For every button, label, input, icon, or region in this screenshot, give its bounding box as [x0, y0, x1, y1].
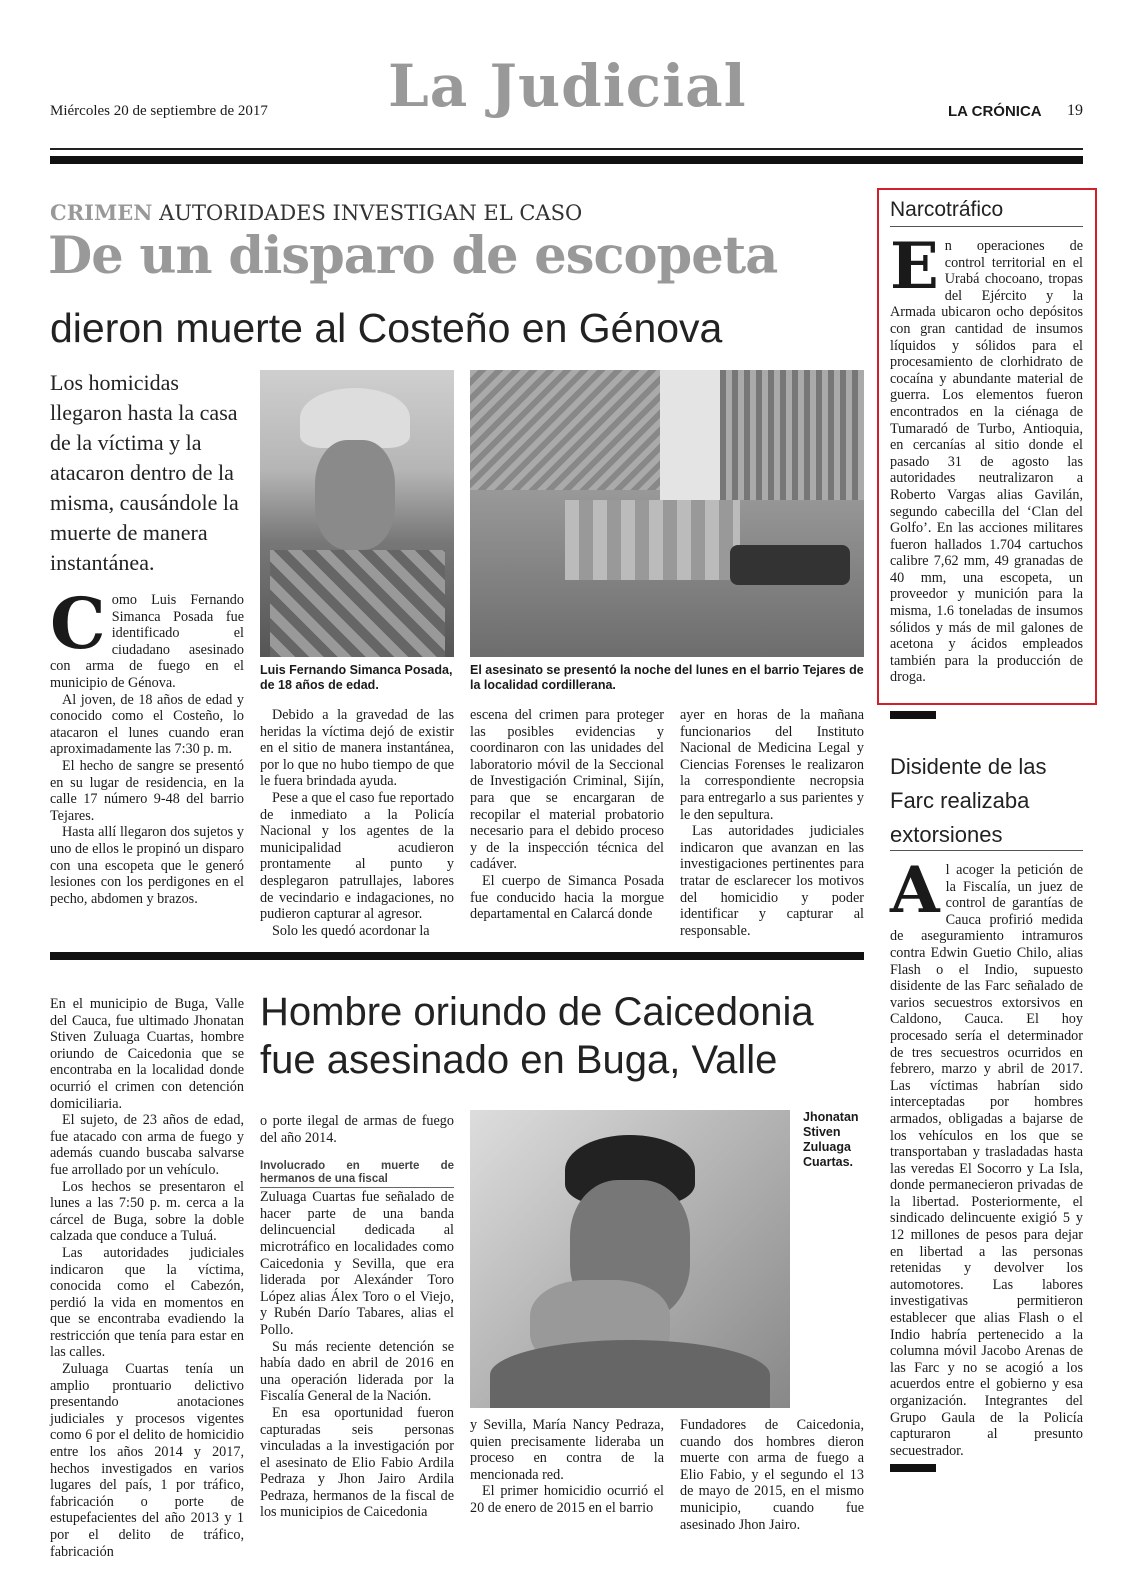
paragraph: En esa oportunidad fueron capturadas seis personas vinculadas a la investigación por el asesinato de Elio Fabio Ardila Pedraza y Jhon Jairo Ardila Pedraza, hermanos de la fiscal de los municipios de Caicedonia — [260, 1404, 454, 1521]
caption-jhonatan: Jhonatan Stiven Zuluaga Cuartas. — [803, 1110, 859, 1169]
kicker-text: AUTORIDADES INVESTIGAN EL CASO — [159, 201, 583, 225]
pixelated-body — [565, 500, 740, 580]
shoulder-shape — [490, 1340, 770, 1408]
paragraph: Las autoridades judiciales indicaron que la víctima, conocida como el Cabezón, perdió la vida en momentos en que se encontraba evadiendo la restricción que tenía para estar en las calles. — [50, 1244, 244, 1361]
main-headline: De un disparo de escopeta — [48, 226, 778, 286]
buga-headline-line1: Hombre oriundo de Caicedonia — [260, 990, 814, 1034]
paragraph: ayer en horas de la mañana funcionarios del Instituto Nacional de Medicina Legal y Ciencias Forenses le realizaron la correspondiente necropsia para entregarlo a sus parientes y le den sepultura. — [680, 707, 864, 823]
face-shape — [315, 440, 395, 550]
paragraph: Debido a la gravedad de las heridas la víctima dejó de existir en el sitio de manera instantánea, por lo que no hubo tiempo de que le fuera brindada ayuda. — [260, 707, 454, 790]
newspaper-name: LA CRÓNICA — [948, 103, 1042, 120]
main-column-3 — [470, 707, 664, 923]
cap-shape — [300, 388, 410, 448]
narco-end-bar — [890, 711, 936, 719]
paragraph: o porte ilegal de armas de fuego del año 2014. — [260, 1113, 454, 1146]
victim-portrait-photo — [260, 370, 454, 657]
paragraph: Su más reciente detención se había dado en abril de 2016 en una operación liderada por la Fiscalía General de la Nación. — [260, 1338, 454, 1405]
curtain — [720, 370, 864, 500]
paragraph: n operaciones de control territorial en el Urabá chocoano, tropas del Ejército y la Armada ubicaron ocho depósitos con gran cantidad de insumos líquidos y sólidos para el procesamiento de clorhidrato de cocaína y abundante material de guerra. Los elementos fueron encontrados en la ciénaga de Tumaradó de Turbo, Antioquia, en cercanías al sitio donde el pasado 31 de agosto las autoridades neutralizaron a Roberto Vargas alias Gavilán, segundo cabecilla del ‘Clan del Golfo’. En las acciones militares fueron hallados 1.704 cartuchos calibre 7,62 mm, 49 granadas de 40 mm, una escopeta, un proveedor y munición para la misma, 1.6 toneladas de insumos sólidos y más de mil galones de acetona y ácidos empleados también para la producción de droga. — [890, 238, 1083, 686]
issue-date: Miércoles 20 de septiembre de 2017 — [50, 103, 268, 119]
legs — [730, 545, 850, 585]
farc-end-bar — [890, 1464, 936, 1472]
farc-body — [890, 853, 1083, 1459]
narco-title: Narcotráfico — [890, 198, 1004, 221]
paragraph: Hasta allí llegaron dos sujetos y uno de ellos le propinó un disparo con una escopeta que le generó lesiones con los perdigones en el pecho, abdomen y brazos. — [50, 824, 244, 907]
buga-column-2 — [260, 1113, 454, 1521]
paragraph: omo Luis Fernando Simanca Posada fue identificado el ciudadano asesinado con arma de fuego en el municipio de Génova. — [50, 592, 244, 691]
door-frame — [660, 370, 720, 510]
paragraph: El primer homicidio ocurrió el 20 de enero de 2015 en el barrio — [470, 1483, 664, 1516]
paragraph: Las autoridades judiciales indicaron que avanzan en las investigaciones pertinentes para tratar de esclarecer los motivos del homicidio y poder identificar y capturar al responsable. — [680, 823, 864, 939]
paragraph: Zuluaga Cuartas fue señalado de hacer parte de una banda delincuencial dedicada al microtráfico en localidades como Caicedonia y Sevilla, que era liderada por Alexánder Toro López alias Álex Toro o el Viejo, y Rubén Darío Tabares, alias el Pollo. — [260, 1189, 454, 1338]
drop-cap: A — [890, 853, 940, 928]
paragraph: El cuerpo de Simanca Posada fue conducido hacia la morgue departamental en Calarcá donde — [470, 872, 664, 923]
lead-paragraph: Los homicidas llegaron hasta la casa de la víctima y la atacaron dentro de la misma, causándole la muerte de manera instantánea. — [50, 370, 239, 575]
page-number: 19 — [1067, 102, 1083, 119]
shirt-shape — [270, 550, 445, 657]
caption-crime-scene: El asesinato se presentó la noche del lunes en el barrio Tejares de la localidad cordillerana. — [470, 663, 864, 692]
jhonatan-photo — [470, 1110, 790, 1408]
farc-title: Disidente de las Farc realizaba extorsiones — [890, 754, 1047, 847]
story2-rule — [50, 952, 864, 960]
kicker — [50, 200, 582, 225]
narco-body — [890, 229, 1083, 686]
crime-scene-photo — [470, 370, 864, 657]
paragraph: Al joven, de 18 años de edad y conocido como el Costeño, lo atacaron el lunes cuando eran aproximadamente las 7:30 p. m. — [50, 691, 244, 758]
header-rule-thick — [50, 156, 1083, 164]
buga-column-1 — [50, 996, 244, 1560]
farc-rule — [890, 850, 1083, 851]
buga-column-3 — [470, 1417, 664, 1517]
wall-left — [470, 370, 660, 490]
header-rule-thin — [50, 148, 1083, 150]
drop-cap: C — [50, 582, 106, 665]
paragraph: Los hechos se presentaron el lunes a las 7:50 p. m. cerca a la cárcel de Buga, sobre la doble calzada que conduce a Tuluá. — [50, 1178, 244, 1245]
buga-column-4 — [680, 1417, 864, 1533]
drop-cap: E — [890, 229, 939, 304]
main-column-2 — [260, 707, 454, 939]
main-subheadline: dieron muerte al Costeño en Génova — [50, 305, 723, 351]
kicker-tag: CRIMEN — [50, 200, 153, 225]
main-column-4 — [680, 707, 864, 939]
subheading: Involucrado en muerte de hermanos de una fiscal — [260, 1160, 454, 1188]
paragraph: l acoger la petición de la Fiscalía, un juez de control de garantías de Cauca profirió medida de aseguramiento intramuros contra Edwin Guetio Chilo, alias Flash o el Indio, supuesto disidente de las Farc señalado de varios secuestros extorsivos en Caldono, Cauca. El hoy procesado sería el determinador de tres secuestros ocurridos en febrero, marzo y abril de 2017. Las víctimas habrían sido interceptadas por hombres armados, obligadas a bajarse de los vehículos en los que se transportaban y trasladadas hasta las veredas El Socorro y La Isla, donde permanecieron privadas de la libertad. Posteriormente, el sindicado delincuente exigió 5 y 12 millones de pesos para dejar en libertad a las personas retenidas y devolver los automotores. Las labores investigativas permitieron establecer que alias Flash o el Indio habría pertenecido a la columna móvil Jacobo Arenas de las Farc y no se acogió a los acuerdos entre el gobierno y esa organización. Integrantes del Grupo Gaula de la Policía capturaron al presunto secuestrador. — [890, 862, 1083, 1459]
caption-victim: Luis Fernando Simanca Posada, de 18 años de edad. — [260, 663, 453, 692]
paragraph: En el municipio de Buga, Valle del Cauca, fue ultimado Jhonatan Stiven Zuluaga Cuartas, hombre oriundo de Caicedonia que se encontraba en la localidad donde ocurrió el crimen con detención domiciliaria. — [50, 996, 244, 1112]
main-column-1 — [50, 582, 244, 907]
section-title: La Judicial — [388, 52, 747, 120]
paragraph: Pese a que el caso fue reportado de inmediato a la Policía Nacional y los agentes de la municipalidad acudieron prontamente al punto y desplegaron patrullajes, labores de vecindario e indagaciones, no pudieron capturar al agresor. — [260, 789, 454, 923]
paragraph: y Sevilla, María Nancy Pedraza, quien precisamente lideraba un proceso en contra de la mencionada red. — [470, 1417, 664, 1483]
buga-headline-line2: fue asesinado en Buga, Valle — [260, 1038, 778, 1082]
paragraph: El sujeto, de 23 años de edad, fue atacado con arma de fuego y además cuando buscaba salvarse fue arrollado por un vehículo. — [50, 1112, 244, 1178]
paragraph: Zuluaga Cuartas tenía un amplio prontuario delictivo presentando anotaciones judiciales y procesos vigentes como 6 por el delito de homicidio entre los años 2014 y 2017, hechos investigados en varios lugares del país, 1 por tráfico, fabricación o porte de estupefacientes del año 2013 y 1 por el delito de tráfico, fabricación — [50, 1361, 244, 1560]
paragraph: Solo les quedó acordonar la — [272, 922, 430, 939]
paragraph: escena del crimen para proteger las posibles evidencias y coordinaron con las unidades del laboratorio móvil de la Seccional de Investigación Criminal, Sijín, para que se encargaran de recopilar el material probatorio necesario para el debido proceso y de la inspección técnica del cadáver. — [470, 707, 664, 873]
paragraph: El hecho de sangre se presentó en su lugar de residencia, en la calle 17 número 9-48 del barrio Tejares. — [50, 757, 244, 824]
narco-rule — [890, 226, 1083, 227]
buga-headline — [260, 988, 814, 1084]
paragraph: Fundadores de Caicedonia, cuando dos hombres dieron muerte con arma de fuego a Elio Fabio, y el segundo el 13 de mayo de 2015, en el mismo municipio, cuando fue asesinado Jhon Jairo. — [680, 1417, 864, 1533]
